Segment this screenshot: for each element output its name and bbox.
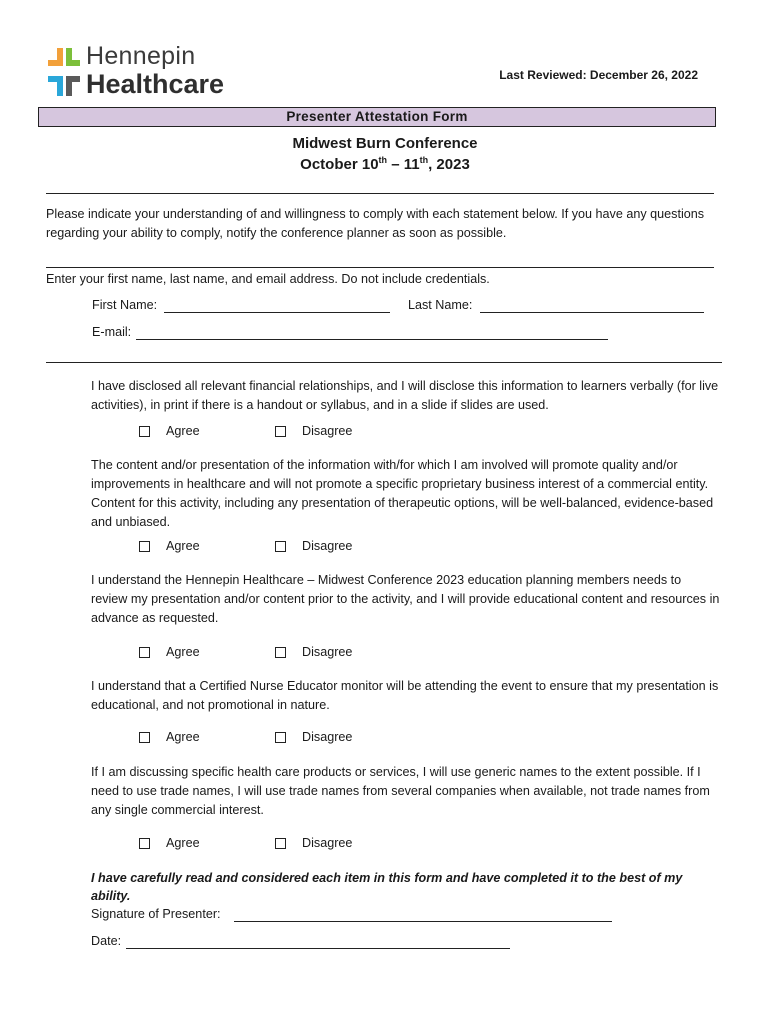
agree-checkbox[interactable]: Agree bbox=[139, 539, 200, 553]
signature-label: Signature of Presenter: bbox=[91, 907, 221, 921]
disagree-checkbox[interactable]: Disagree bbox=[275, 539, 352, 553]
disagree-checkbox[interactable]: Disagree bbox=[275, 730, 352, 744]
conference-dates: October 10th – 11th, 2023 bbox=[300, 155, 470, 173]
checkbox-icon[interactable] bbox=[139, 426, 150, 437]
name-instructions: Enter your first name, last name, and email address. Do not include credentials. bbox=[46, 272, 490, 286]
checkbox-icon[interactable] bbox=[139, 732, 150, 743]
statement-text: The content and/or presentation of the information with/for which I am involved will promote quality and/or improvements in healthcare and will not promote a specific proprietary business interest of a commercial entity. Content for this activity, including any presentation of therapeutic options, will be well-balanced, evidence-based and unbiased. bbox=[91, 458, 714, 529]
checkbox-icon[interactable] bbox=[139, 647, 150, 658]
logo-text-healthcare: Healthcare bbox=[86, 69, 225, 99]
disagree-checkbox[interactable]: Disagree bbox=[275, 424, 352, 438]
first-name-field[interactable] bbox=[164, 300, 390, 313]
divider bbox=[46, 267, 714, 268]
agree-checkbox[interactable]: Agree bbox=[139, 424, 200, 438]
divider bbox=[46, 193, 714, 194]
logo-mark-icon bbox=[46, 46, 82, 98]
logo-text-hennepin: Hennepin bbox=[86, 42, 196, 70]
checkbox-icon[interactable] bbox=[275, 732, 286, 743]
form-title: Presenter Attestation Form bbox=[38, 107, 716, 127]
agree-checkbox[interactable]: Agree bbox=[139, 836, 200, 850]
disagree-checkbox[interactable]: Disagree bbox=[275, 645, 352, 659]
final-attestation: I have carefully read and considered each item in this form and have completed it to the best of my ability. bbox=[91, 871, 683, 903]
agree-checkbox[interactable]: Agree bbox=[139, 730, 200, 744]
statement-text: I understand the Hennepin Healthcare – Midwest Conference 2023 education planning members needs to review my presentation and/or content prior to the activity, and I will provide educational content and resources in advance as requested. bbox=[91, 573, 720, 625]
statement-text: I understand that a Certified Nurse Educator monitor will be attending the event to ensure that my presentation is educational, and not promotional in nature. bbox=[91, 679, 719, 712]
email-field[interactable] bbox=[136, 327, 608, 340]
last-name-field[interactable] bbox=[480, 300, 704, 313]
first-name-label: First Name: bbox=[92, 298, 158, 312]
date-field[interactable] bbox=[126, 936, 510, 949]
divider bbox=[46, 362, 722, 363]
disagree-checkbox[interactable]: Disagree bbox=[275, 836, 352, 850]
checkbox-icon[interactable] bbox=[275, 426, 286, 437]
checkbox-icon[interactable] bbox=[139, 838, 150, 849]
signature-field[interactable] bbox=[234, 909, 612, 922]
last-reviewed-date: Last Reviewed: December 26, 2022 bbox=[499, 68, 698, 82]
email-label: E-mail: bbox=[92, 325, 132, 339]
intro-text: Please indicate your understanding of and willingness to comply with each statement below. If you have any questions regarding your ability to comply, notify the conference planner as soon as possible. bbox=[46, 207, 705, 240]
agree-checkbox[interactable]: Agree bbox=[139, 645, 200, 659]
statement-text: If I am discussing specific health care products or services, I will use generic names to the extent possible. If I need to use trade names, I will use trade names from several companies when available, not trade names from any single commercial interest. bbox=[91, 765, 710, 817]
checkbox-icon[interactable] bbox=[275, 838, 286, 849]
checkbox-icon[interactable] bbox=[139, 541, 150, 552]
statement-text: I have disclosed all relevant financial relationships, and I will disclose this information to learners verbally (for live activities), in print if there is a handout or syllabus, and in a slide if slides are used. bbox=[91, 379, 719, 412]
conference-name: Midwest Burn Conference bbox=[292, 135, 478, 152]
date-label: Date: bbox=[91, 934, 122, 948]
last-name-label: Last Name: bbox=[408, 298, 473, 312]
checkbox-icon[interactable] bbox=[275, 647, 286, 658]
hennepin-healthcare-logo bbox=[46, 44, 256, 100]
checkbox-icon[interactable] bbox=[275, 541, 286, 552]
